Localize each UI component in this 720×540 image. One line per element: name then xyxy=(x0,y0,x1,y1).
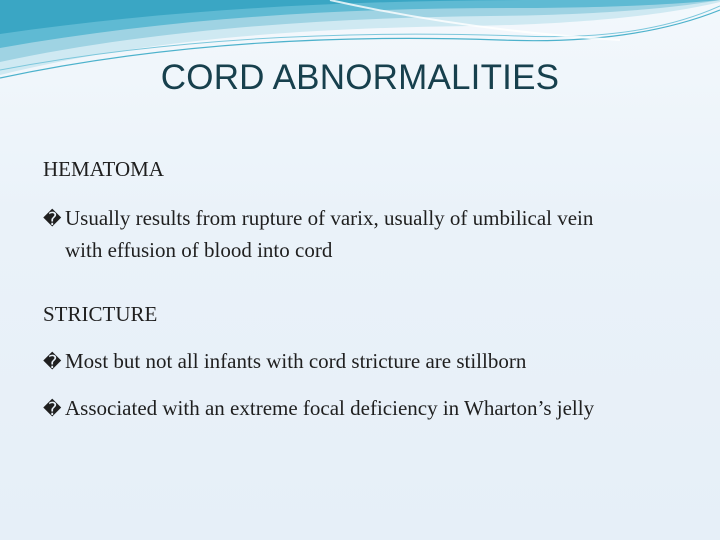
bullet-icon: � xyxy=(43,209,62,230)
bullet-text: Usually results from rupture of varix, usually of umbilical vein xyxy=(65,206,594,230)
bullet-text: Most but not all infants with cord stricture are stillborn xyxy=(65,349,527,373)
bullet-icon: � xyxy=(43,399,62,420)
bullet-item xyxy=(43,346,715,378)
bullet-item xyxy=(43,203,715,265)
section-heading-stricture: STRICTURE xyxy=(43,302,158,326)
bullet-text: Associated with an extreme focal deficiency in Wharton’s jelly xyxy=(65,396,595,420)
bullet-icon: � xyxy=(43,352,62,373)
bullet-text-continuation: with effusion of blood into cord xyxy=(65,238,333,262)
section-heading-hematoma: HEMATOMA xyxy=(43,157,164,181)
bullet-item xyxy=(43,393,715,425)
slide-title: CORD ABNORMALITIES xyxy=(160,58,560,97)
